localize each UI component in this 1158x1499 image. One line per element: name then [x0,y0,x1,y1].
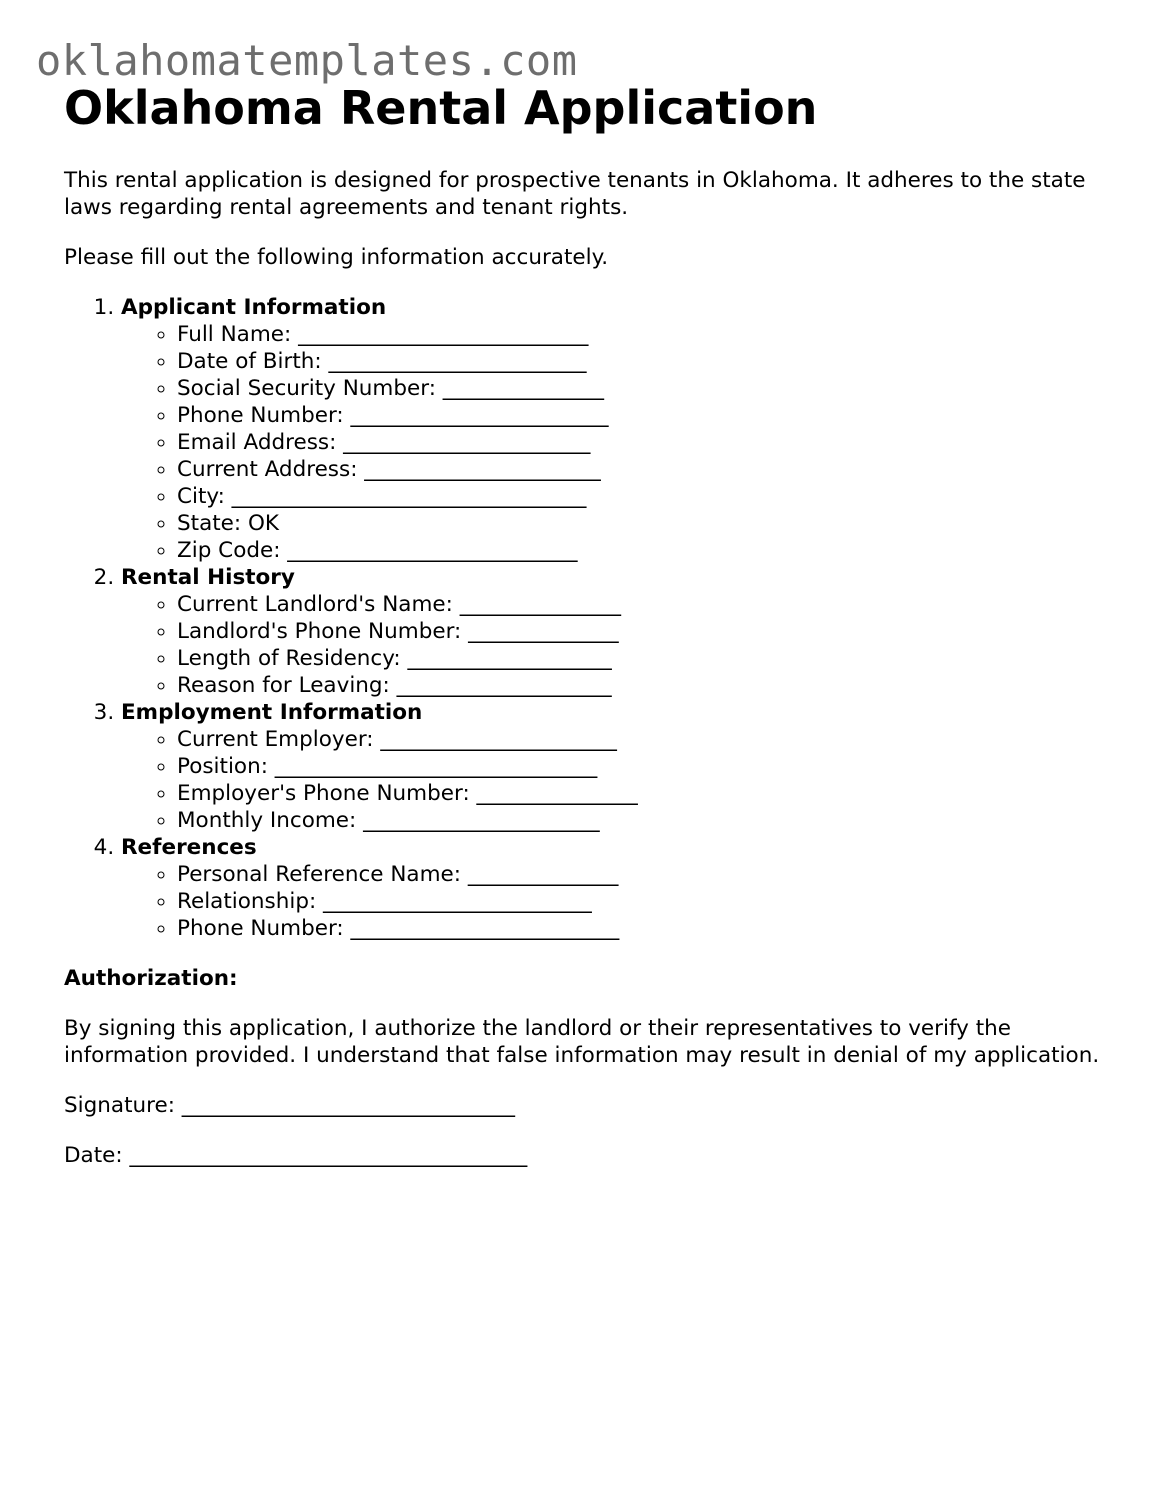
field-email-address: ◦ Email Address: _______________________ [177,429,1104,456]
field-employer-phone: ◦ Employer's Phone Number: _______________ [177,780,1104,807]
field-phone-number: ◦ Phone Number: ________________________ [177,402,1104,429]
watermark-domain: oklahomatemplates.com [36,36,578,85]
page-title: Oklahoma Rental Application [64,81,818,135]
section-title: Employment Information [121,700,423,725]
section-title: References [121,835,257,860]
section-references [121,834,1104,942]
field-length-of-residency: ◦ Length of Residency: ___________________ [177,645,1104,672]
section-title: Applicant Information [121,295,387,320]
sections-list [64,294,1104,942]
field-list [121,591,1104,699]
field-state: ◦ State: OK [177,510,1104,537]
field-ssn: ◦ Social Security Number: _______________ [177,375,1104,402]
field-current-address: ◦ Current Address: ______________________ [177,456,1104,483]
authorization-text: By signing this application, I authorize the landlord or their representatives to verify the information provided. I understand that false information may result in denial of my application. [64,1016,1100,1068]
field-date-of-birth: ◦ Date of Birth: ________________________ [177,348,1104,375]
field-reference-phone: ◦ Phone Number: _________________________ [177,915,1104,942]
field-monthly-income: ◦ Monthly Income: ______________________ [177,807,1104,834]
field-zip-code: ◦ Zip Code: ___________________________ [177,537,1104,564]
field-list [121,726,1104,834]
field-full-name: ◦ Full Name: ___________________________ [177,321,1104,348]
date-line: Date: _____________________________________ [64,1143,528,1168]
field-landlord-phone: ◦ Landlord's Phone Number: ______________ [177,618,1104,645]
instruction-paragraph: Please fill out the following information accurately. [64,245,609,270]
field-position: ◦ Position: ______________________________ [177,753,1104,780]
field-reason-for-leaving: ◦ Reason for Leaving: ____________________ [177,672,1104,699]
section-title: Rental History [121,565,295,590]
intro-paragraph: This rental application is designed for prospective tenants in Oklahoma. It adheres to the state laws regarding rental agreements and tenant rights. [64,168,1086,220]
field-city: ◦ City: _________________________________ [177,483,1104,510]
field-list [121,321,1104,564]
authorization-heading: Authorization: [64,966,238,991]
section-applicant-information [121,294,1104,564]
field-reference-name: ◦ Personal Reference Name: ______________ [177,861,1104,888]
document-body [64,167,1104,1192]
section-employment-information [121,699,1104,834]
field-current-landlord-name: ◦ Current Landlord's Name: _______________ [177,591,1104,618]
section-rental-history [121,564,1104,699]
signature-line: Signature: _______________________________ [64,1093,516,1118]
field-relationship: ◦ Relationship: _________________________ [177,888,1104,915]
field-list [121,861,1104,942]
field-current-employer: ◦ Current Employer: ______________________ [177,726,1104,753]
